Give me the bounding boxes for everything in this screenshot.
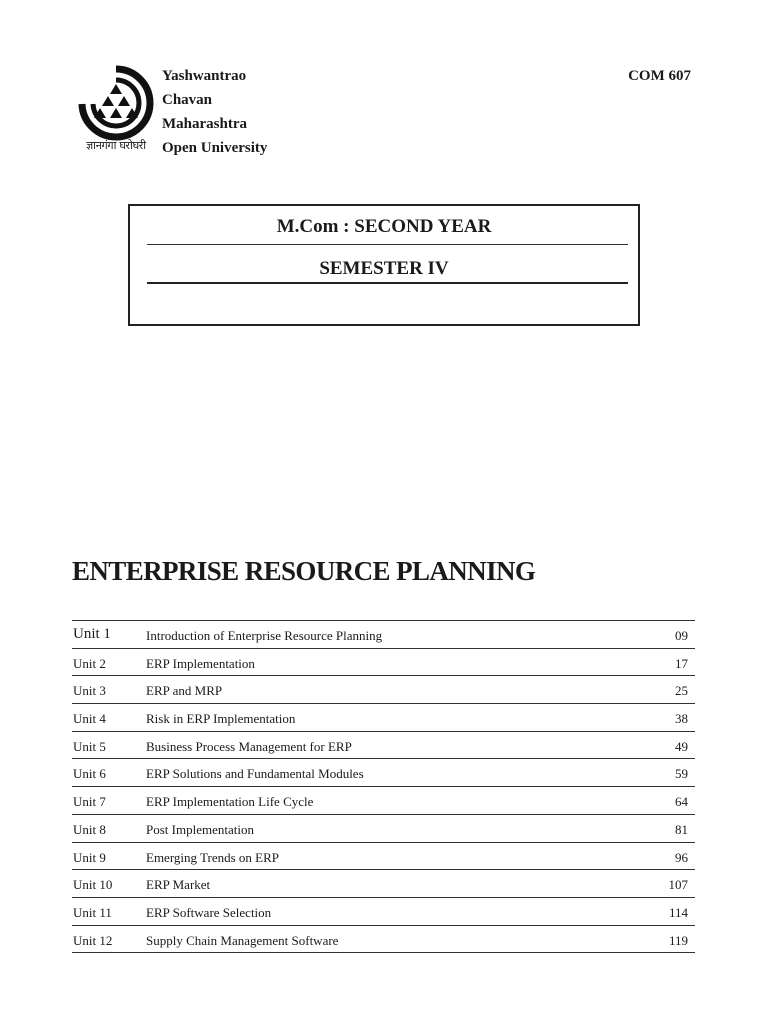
- toc-row: [72, 732, 695, 760]
- toc-unit: Unit 5: [73, 738, 106, 754]
- divider: [147, 244, 628, 245]
- toc-page: 119: [668, 932, 688, 948]
- toc-page: 38: [675, 711, 688, 727]
- toc-title: ERP Market: [146, 877, 211, 893]
- toc-page: 59: [675, 766, 688, 782]
- university-name-line: Open University: [162, 140, 268, 156]
- toc-page: 49: [675, 738, 688, 754]
- toc-page: 64: [675, 794, 688, 810]
- toc-title: Introduction of Enterprise Resource Planning: [146, 628, 383, 643]
- toc-unit: Unit 3: [73, 683, 106, 699]
- table-of-contents: [72, 620, 695, 953]
- toc-row: [72, 621, 695, 649]
- toc-title: ERP Implementation: [146, 655, 255, 671]
- toc-title: ERP Software Selection: [146, 904, 272, 920]
- course-code: COM 607: [628, 68, 691, 84]
- toc-row: [72, 870, 695, 898]
- toc-row: [72, 649, 695, 677]
- book-title: ENTERPRISE RESOURCE PLANNING: [72, 556, 536, 586]
- toc-title: Supply Chain Management Software: [146, 932, 339, 948]
- toc-title: ERP Implementation Life Cycle: [146, 794, 314, 810]
- university-name-line: Yashwantrao: [162, 68, 247, 84]
- toc-page: 114: [668, 904, 688, 920]
- toc-row: [72, 787, 695, 815]
- toc-title: Risk in ERP Implementation: [146, 711, 296, 727]
- university-name-line: Maharashtra: [162, 116, 247, 132]
- toc-page: 96: [675, 849, 688, 865]
- university-logo: [70, 64, 162, 154]
- toc-row: [72, 815, 695, 843]
- toc-unit: Unit 8: [73, 821, 106, 837]
- toc-row: [72, 676, 695, 704]
- toc-unit: Unit 2: [73, 655, 106, 671]
- toc-unit: Unit 12: [73, 932, 113, 948]
- toc-unit: Unit 7: [73, 794, 106, 810]
- toc-title: Business Process Management for ERP: [146, 738, 352, 754]
- toc-row: [72, 704, 695, 732]
- program-label: M.Com : SECOND YEAR: [276, 216, 492, 237]
- toc-page: 81: [675, 821, 688, 837]
- course-info-box: [128, 204, 640, 326]
- university-name: [162, 64, 267, 160]
- toc-unit: Unit 6: [73, 766, 106, 782]
- toc-unit: Unit 9: [73, 849, 106, 865]
- toc-page: 107: [668, 877, 688, 893]
- toc-row: [72, 926, 695, 954]
- toc-row: [72, 898, 695, 926]
- toc-page: 17: [675, 655, 688, 671]
- toc-title: Emerging Trends on ERP: [146, 849, 280, 865]
- toc-unit: Unit 11: [73, 904, 112, 920]
- toc-page: 25: [675, 683, 688, 699]
- toc-unit: Unit 1: [73, 626, 111, 642]
- toc-title: ERP and MRP: [146, 683, 223, 699]
- university-name-line: Chavan: [162, 92, 213, 108]
- toc-row: [72, 843, 695, 871]
- toc-unit: Unit 4: [73, 711, 106, 727]
- toc-title: Post Implementation: [146, 821, 254, 837]
- semester-label: SEMESTER IV: [319, 258, 449, 279]
- toc-row: [72, 759, 695, 787]
- university-emblem-icon: [70, 64, 162, 142]
- divider: [147, 282, 628, 284]
- toc-unit: Unit 10: [73, 877, 113, 893]
- toc-title: ERP Solutions and Fundamental Modules: [146, 766, 364, 782]
- logo-motto: ज्ञानगंगा घरोघरी: [86, 139, 146, 152]
- toc-page: 09: [675, 628, 688, 643]
